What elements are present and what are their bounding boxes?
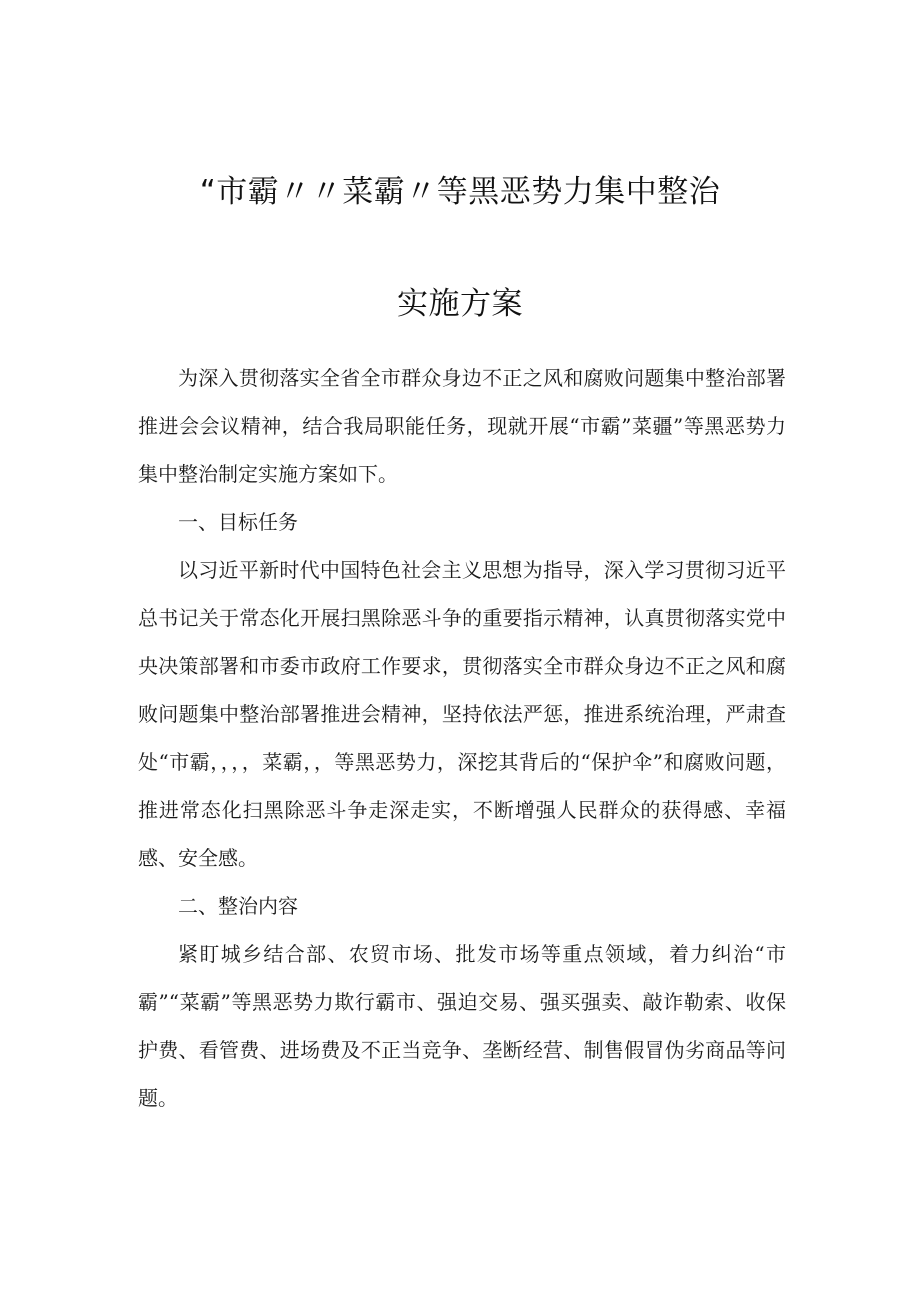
- section-1-heading: 一、目标任务: [178, 510, 298, 534]
- document-title-line-1: “市霸〃〃菜霸〃等黑恶势力集中整治: [199, 174, 721, 210]
- section-2-paragraph: 紧盯城乡结合部、农贸市场、批发市场等重点领域，着力纠治“市霸”“菜霸”等黑恶势力欺行霸市、强迫交易、强买强卖、敲诈勒索、收保护费、看管费、进场费及不正当竞争、垄断经营、制售假冒伪劣商品等问题。: [138, 942, 786, 1110]
- section-1-paragraph: 以习近平新时代中国特色社会主义思想为指导，深入学习贯彻习近平总书记关于常态化开展扫黑除恶斗争的重要指示精神，认真贯彻落实党中央决策部署和市委市政府工作要求，贯彻落实全市群众身边不正之风和腐败问题集中整治部署推进会精神，坚持依法严惩，推进系统治理，严肃查处“市霸，，，，菜霸，，等黑恶势力，深挖其背后的“保护伞”和腐败问题，推进常态化扫黑除恶斗争走深走实，不断增强人民群众的获得感、幸福感、安全感。: [138, 558, 786, 870]
- document-title-line-2: 实施方案: [397, 286, 523, 322]
- section-2-heading: 二、整治内容: [178, 894, 298, 918]
- intro-paragraph: 为深入贯彻落实全省全市群众身边不正之风和腐败问题集中整治部署推进会会议精神，结合我局职能任务，现就开展“市霸”菜疆”等黑恶势力集中整治制定实施方案如下。: [138, 366, 786, 486]
- document-body: [138, 354, 786, 1122]
